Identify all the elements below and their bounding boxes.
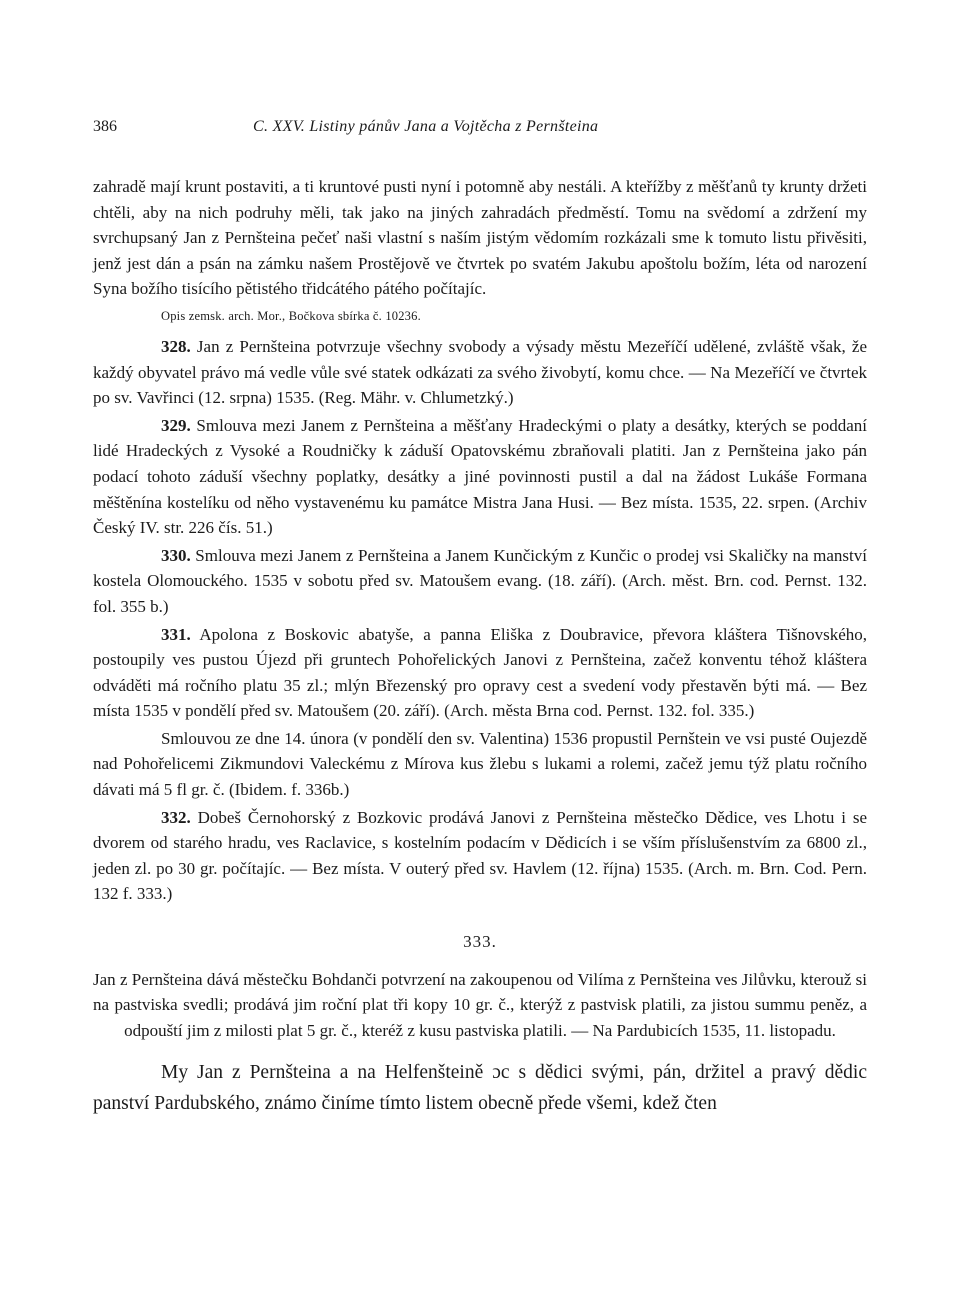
page-number: 386 [93,118,117,135]
page-body [93,174,867,1119]
regest-text: Smlouva mezi Janem z Pernšteina a Janem Kunčickým z Kunčic o prodej vsi Skaličky na manství kostela Olomouckého. 1535 v sobotu před sv. Matoušem evang. (18. září). (Arch. měst. Brn. cod. Pernst. 132. fol. 355 b.) [93,545,867,616]
regest-number: 330. [161,545,191,565]
regest-text: Smlouvou ze dne 14. února (v pondělí den sv. Valentina) 1536 propustil Pernštein ve vsi pusté Oujezdě nad Pohořelicemi Zikmundovi Valeckému z Mírova kus žlebu s lukami a rolemi, začež jemu týž platu ročního dávati má 5 fl gr. č. (Ibidem. f. 336b.) [93,728,867,800]
regest-number: 329. [161,415,191,435]
regest-328 [93,334,867,411]
intro-paragraph: zahradě mají krunt postaviti, a ti kruntové pusti nyní i potomně aby nestáli. A kteřížby z měšťanů ty krunty držeti chtěli, aby na nich podruhy měli, tak jako na jiných zahradách předměstí. Tomu na svědomí a zdržení my svrchupsaný Jan z Pernšteina pečeť naši vlastní s naším jistým vědomím rozkázali sme k tomuto listu přivěsiti, jenž jest dán a psán na zámku našem Prostějově ve čtvrtek po svatém Jakubu apoštolu božím, léta od narození Syna božího tisícího pětistého třidcátého pátého počítajíc. [93,177,867,299]
document-page [93,118,867,1119]
regest-text: Smlouva mezi Janem z Pernšteina a měšťany Hradeckými o platy a desátky, kterých se poddaní lidé Hradeckých z Vysoké a Roudničky k záduší Opatovskému zbraňovali platiti. Jan z Pernšteina jako pán podací tohoto záduší všechny poplatky, desátky a jiné povinnosti pustil a dal na žádost Lukáše Formana měštěnína kostelíku od něho vystavenému ku památce Mistra Jana Husi. — Bez místa. 1535, 22. srpen. (Archiv Český IV. str. 226 čís. 51.) [93,415,867,538]
regest-text: Jan z Pernšteina potvrzuje všechny svobody a výsady městu Mezeříčí udělené, zvláště však, že každý obyvatel právo má vedle vůle své statek odkázati za svého živobytí, komu chce. — Na Mezeříčí ve čtvrtek po sv. Vavřinci (12. srpna) 1535. (Reg. Mähr. v. Chlumetzký.) [93,336,867,408]
regest-331 [93,622,867,724]
running-title: C. XXV. Listiny pánův Jana a Vojtěcha z Pernšteina [253,118,599,135]
page-header [93,118,867,136]
regest-number: 331. [161,624,191,644]
document-regest: Jan z Pernšteina dává městečku Bohdanči potvrzení na zakoupenou od Vilíma z Pernšteina ves Jilůvku, kterouž si na pastviska svedli; prodává jim roční plat tři kopy 10 gr. č., kterýž z pastvisk platili, za jistou summu peněz, a odpouští jim z milosti plat 5 gr. č., kteréž z kusu pastviska platili. — Na Pardubicích 1535, 11. listopadu. [93,969,867,1040]
document-heading: 333. [463,932,497,952]
regest-text: Dobeš Černohorský z Bozkovic prodává Janovi z Pernšteina městečko Dědice, ves Lhotu i se dvorem od starého hradu, ves Raclavice, s kostelním podacím v Dědicích i se vším příslušenstvím za 6800 zl., jeden zl. po 30 gr. počítajíc. — Bez místa. V outerý před sv. Havlem (12. října) 1535. (Arch. m. Brn. Cod. Pern. 132 f. 333.) [93,807,867,904]
regest-330 [93,543,867,620]
regest-number: 332. [161,807,191,827]
regest-332 [93,805,867,907]
regest-329 [93,413,867,541]
regest-331-note [93,726,867,803]
regest-text: Apolona z Boskovic abatyše, a panna Eliška z Doubravice, převora kláštera Tišnovského, postoupily ves pustou Újezd při gruntech Pohořelických Janovi z Pernšteina, začež konventu téhož kláštera odváděti má ročního platu 35 zl.; mlýn Březenský pro opravy cest a svedení vody přestavěn býti má. — Bez místa 1535 v pondělí před sv. Matoušem (20. září). (Arch. města Brna cod. Pernst. 132. fol. 335.) [93,624,867,721]
source-note: Opis zemsk. arch. Mor., Bočkova sbírka č. 10236. [161,308,421,323]
charter-text: My Jan z Pernšteina a na Helfenšteině ɔc s dědici svými, pán, držitel a pravý dědic panství Pardubského, známo činíme tímto listem obecně přede všemi, kdež čten [93,1062,867,1115]
regest-number: 328. [161,336,191,356]
